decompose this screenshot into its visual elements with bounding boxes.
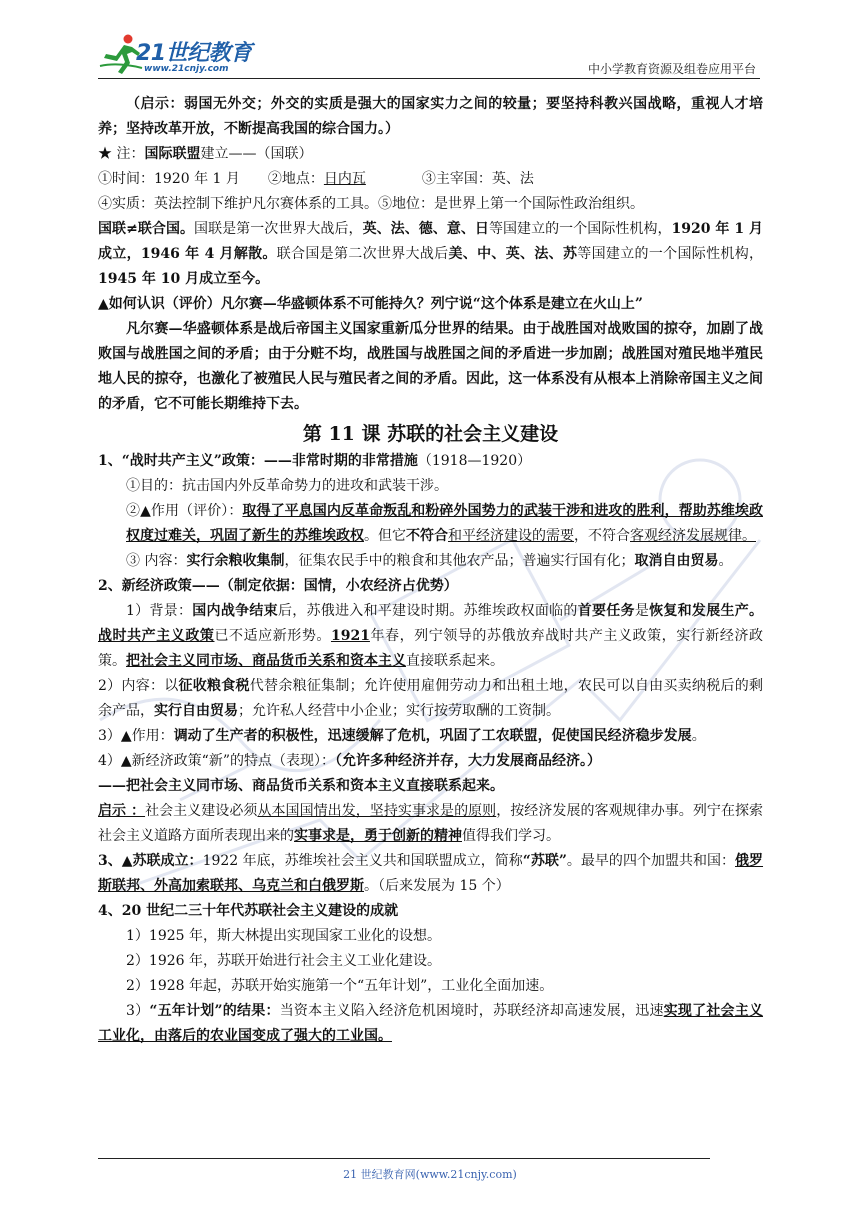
section-4-item-2: 2）1926 年，苏联开始进行社会主义工业化建设。 [126,953,441,969]
platform-name: 中小学教育资源及组卷应用平台 [587,62,756,76]
section-4-item-3: 2）1928 年起，苏联开始实施第一个“五年计划”，工业化全面加速。 [126,978,554,994]
section-2-background: 1）背景：国内战争结束后，苏俄进入和平建设时期。苏维埃政权面临的首要任务是恢复和发展生产。 战时共产主义政策已不适应新形势。1921年春，列宁领导的苏俄放弃战时共产主义政策，实行新经济政策。把社会主义同市场、商品货币关系和资本主义直接联系起来。 [98,603,764,669]
note-league-of-nations: ★ 注：国际联盟建立——（国联） [98,146,313,162]
versailles-answer: 凡尔赛—华盛顿体系是战后帝国主义国家重新瓜分世界的结果。由于战胜国对战败国的掠夺，加剧了战败国与战胜国之间的矛盾；由于分赃不均，战胜国与战胜国之间的矛盾进一步加剧；战胜国对殖民地半殖民地人民的掠夺，也激化了被殖民人民与殖民者之间的矛盾。因此，这一体系没有从根本上消除帝国主义之间的矛盾，它不可能长期维持下去。 [98,321,763,412]
section-2-revelation: 启示 ：社会主义建设必须从本国国情出发，坚持实事求是的原则，按经济发展的客观规律办事。列宁在探索社会主义道路方面所表现出来的实事求是，勇于创新的精神值得我们学习。 [98,803,764,844]
footer-text: 21 世纪教育网(www.21cnjy.com) [343,1168,517,1181]
section-1-effect: ②▲作用（评价）：取得了平息国内反革命叛乱和粉碎外国势力的武装干涉和进攻的胜利，帮助苏维埃政权度过难关，巩固了新生的苏维埃政权。但它不符合和平经济建设的需要，不符合客观经济发展规律。 [126,503,763,544]
page-header [0,0,860,82]
section-4-item-4: 3）“五年计划”的结果：当资本主义陷入经济危机困境时，苏联经济却高速发展，迅速实现了社会主义工业化，由落后的农业国变成了强大的工业国。 [98,1003,764,1044]
header-divider [98,78,760,79]
logo-title: 21世纪教育 [136,41,252,66]
section-1-purpose: ①目的：抗击国内外反革命势力的进攻和武装干涉。 [126,478,448,494]
section-2-features: 4）▲新经济政策“新”的特点（表现）：（允许多种经济并存，大力发展商品经济。） [98,753,601,769]
section-1-content: ③ 内容：实行余粮收集制，征集农民手中的粮食和其他农产品；普遍实行国有化；取消自由贸易。 [126,553,733,569]
versailles-question: ▲如何认识（评价）凡尔赛—华盛顿体系不可能持久？列宁说“这个体系是建立在火山上” [98,296,643,312]
league-facts-1: ①时间：1920 年 1 月 ②地点：日内瓦 ③主宰国：英、法 [98,171,534,187]
section-4-item-1: 1）1925 年，斯大林提出实现国家工业化的设想。 [126,928,441,944]
logo-url: www.21cnjy.com [144,64,229,74]
section-1-heading: 1、“战时共产主义”政策：——非常时期的非常措施（1918—1920） [98,453,532,469]
league-facts-2: ④实质：英法控制下维护凡尔赛体系的工具。⑤地位：是世界上第一个国际性政治组织。 [98,196,644,212]
lesson-revelation: （启示：弱国无外交；外交的实质是强大的国家实力之间的较量；要坚持科教兴国战略，重视人才培养；坚持改革开放，不断提高我国的综合国力。） [98,96,763,137]
league-vs-un: 国联≠联合国。国联是第一次世界大战后，英、法、德、意、日等国建立的一个国际性机构，1920 年 1 月成立，1946 年 4 月解散。联合国是第二次世界大战后美、中、英、法、苏等国建立的一个国际性机构，1945 年 10 月成立至今。 [98,221,764,287]
section-3-ussr-founding: 3、▲苏联成立：1922 年底，苏维埃社会主义共和国联盟成立，简称“苏联”。最早的四个加盟共和国：俄罗斯联邦、外高加索联邦、乌克兰和白俄罗斯。（后来发展为 15 个） [98,853,764,894]
document-body [98,92,763,1049]
section-2-heading: 2、新经济政策——（制定依据：国情，小农经济占优势） [98,578,458,594]
section-2-effect: 3）▲作用：调动了生产者的积极性，迅速缓解了危机，巩固了工农联盟，促使国民经济稳步发展。 [98,728,706,744]
section-2-content: 2）内容：以征收粮食税代替余粮征集制；允许使用雇佣劳动力和出租土地，农民可以自由买卖纳税后的剩余产品，实行自由贸易；允许私人经营中小企业；实行按劳取酬的工资制。 [98,678,763,719]
section-4-heading: 4、20 世纪二三十年代苏联社会主义建设的成就 [98,903,399,919]
logo [98,30,268,78]
lesson-11-title: 第 11 课 苏联的社会主义建设 [302,423,559,445]
section-2-features-detail: ——把社会主义同市场、商品货币关系和资本主义直接联系起来。 [98,778,504,794]
footer-divider [98,1158,710,1159]
